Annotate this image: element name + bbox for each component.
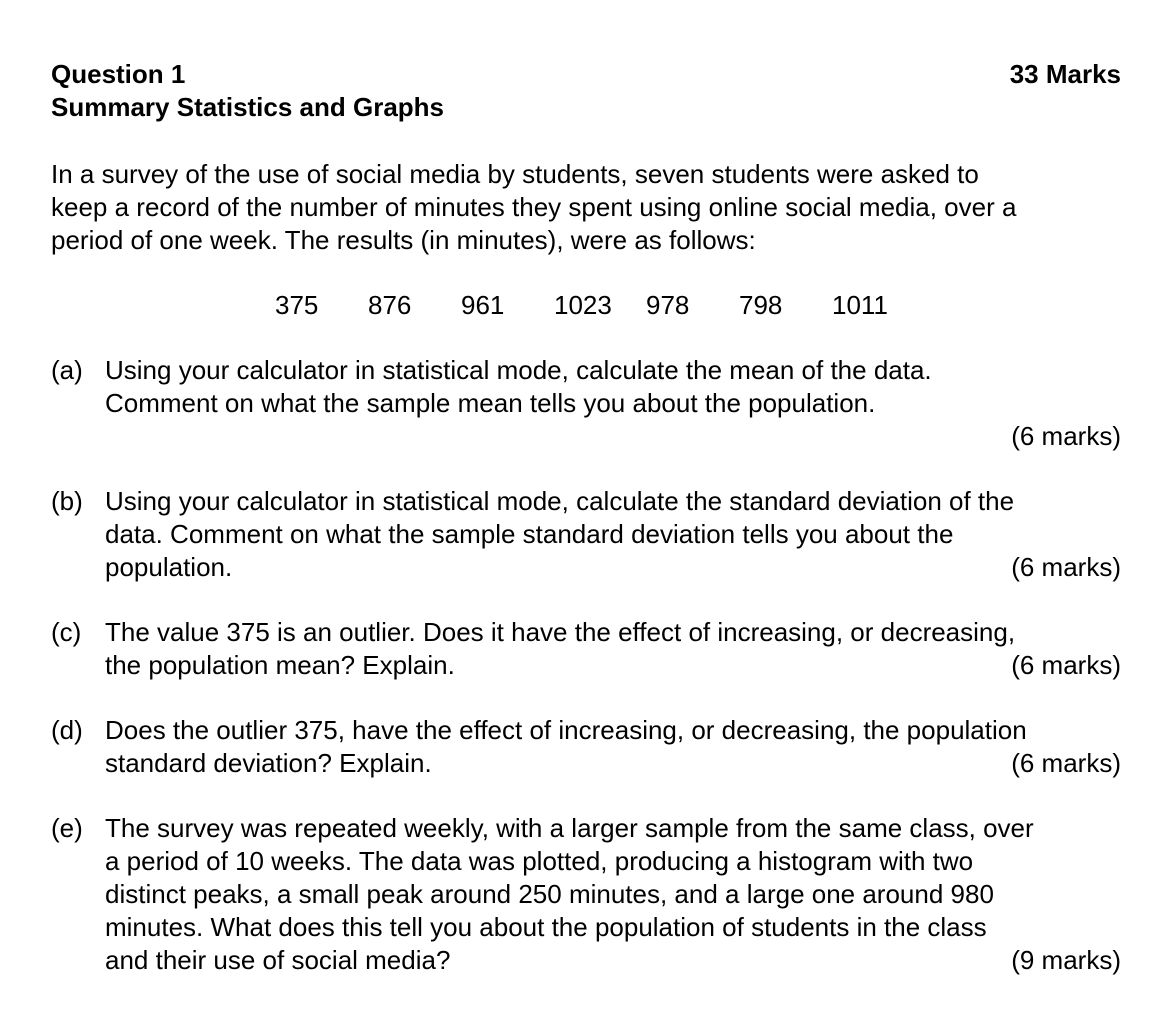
part-b bbox=[51, 485, 1121, 584]
question-page bbox=[51, 58, 1121, 977]
part-d-last-line bbox=[105, 747, 1121, 780]
part-b-marks: (6 marks) bbox=[1011, 552, 1121, 582]
part-c bbox=[51, 616, 1121, 682]
intro-paragraph bbox=[51, 158, 1121, 257]
intro-line: keep a record of the number of minutes they spent using online social media, over a bbox=[51, 192, 1017, 222]
part-c-last-line bbox=[105, 649, 1121, 682]
intro-line: period of one week. The results (in minutes), were as follows: bbox=[51, 225, 756, 255]
part-c-label: (c) bbox=[51, 617, 82, 647]
part-e-marks: (9 marks) bbox=[1011, 945, 1121, 975]
part-e-line: minutes. What does this tell you about the population of students in the class bbox=[105, 912, 987, 942]
part-d-line: Does the outlier 375, have the effect of increasing, or decreasing, the population bbox=[105, 715, 1027, 745]
part-e-line: distinct peaks, a small peak around 250 minutes, and a large one around 980 bbox=[105, 879, 994, 909]
part-e bbox=[51, 812, 1121, 977]
part-e-body bbox=[105, 812, 1121, 977]
part-d-line: standard deviation? Explain. bbox=[105, 748, 432, 778]
data-value: 876 bbox=[368, 290, 412, 320]
part-b-last-line bbox=[105, 551, 1121, 584]
part-b-label: (b) bbox=[51, 486, 83, 516]
part-e-last-line bbox=[105, 944, 1121, 977]
part-b-body bbox=[105, 485, 1121, 584]
data-value: 1011 bbox=[832, 290, 888, 320]
part-d-body bbox=[105, 714, 1121, 780]
part-d-marks: (6 marks) bbox=[1011, 748, 1121, 778]
part-b-line: Using your calculator in statistical mode, calculate the standard deviation of the bbox=[105, 486, 1015, 516]
part-e-line: a period of 10 weeks. The data was plotted, producing a histogram with two bbox=[105, 846, 974, 876]
part-b-line: data. Comment on what the sample standard deviation tells you about the bbox=[105, 519, 954, 549]
question-subtitle: Summary Statistics and Graphs bbox=[51, 92, 445, 122]
part-e-line: and their use of social media? bbox=[105, 945, 451, 975]
part-a-label: (a) bbox=[51, 355, 83, 385]
total-marks: 33 Marks bbox=[1009, 59, 1121, 89]
part-c-marks: (6 marks) bbox=[1011, 650, 1121, 680]
part-c-line: the population mean? Explain. bbox=[105, 650, 455, 680]
part-c-line: The value 375 is an outlier. Does it have the effect of increasing, or decreasing, bbox=[105, 617, 1016, 647]
part-d-label: (d) bbox=[51, 715, 83, 745]
data-value: 375 bbox=[275, 290, 319, 320]
part-a-marks: (6 marks) bbox=[1011, 421, 1121, 451]
part-e-line: The survey was repeated weekly, with a larger sample from the same class, over bbox=[105, 813, 1034, 843]
part-c-body bbox=[105, 616, 1121, 682]
intro-line: In a survey of the use of social media by students, seven students were asked to bbox=[51, 159, 979, 189]
question-header bbox=[51, 58, 1121, 91]
part-b-line: population. bbox=[105, 552, 233, 582]
question-title: Question 1 bbox=[51, 59, 186, 89]
part-d bbox=[51, 714, 1121, 780]
data-value: 1023 bbox=[554, 290, 612, 320]
part-a bbox=[51, 354, 1121, 453]
data-value: 798 bbox=[739, 290, 783, 320]
part-a-line: Using your calculator in statistical mode, calculate the mean of the data. bbox=[105, 355, 932, 385]
part-a-line: Comment on what the sample mean tells you about the population. bbox=[105, 388, 876, 418]
data-values-row bbox=[51, 289, 1121, 322]
data-value: 961 bbox=[461, 290, 505, 320]
data-value: 978 bbox=[646, 290, 690, 320]
part-e-label: (e) bbox=[51, 813, 83, 843]
part-a-body bbox=[105, 354, 1121, 453]
